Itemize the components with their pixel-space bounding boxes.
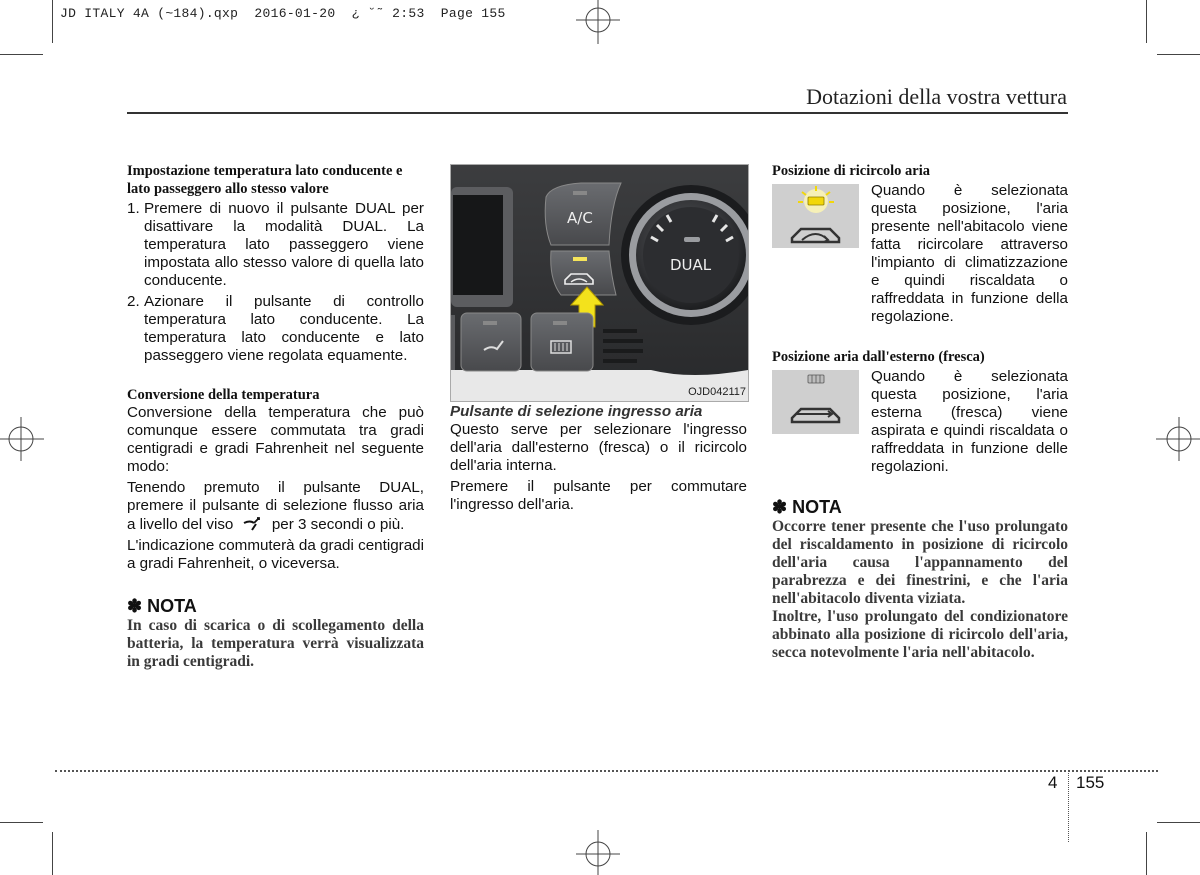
heading-temperature-conversion: Conversione della temperatura: [127, 387, 320, 403]
heading-recirculation: Posizione di ricircolo aria: [772, 163, 930, 179]
column-middle: [450, 403, 747, 514]
crop-mark: [1146, 0, 1147, 43]
ac-label: A/C: [567, 209, 593, 227]
image-code: OJD042117: [688, 386, 746, 398]
crop-mark: [52, 0, 53, 43]
chapter-number: 4: [1048, 773, 1058, 792]
crop-mark: [0, 822, 43, 823]
crop-mark: [0, 54, 43, 55]
conversion-instructions: [127, 479, 424, 534]
footer-rule: [55, 770, 1158, 772]
registration-mark-right: [1154, 415, 1200, 465]
crop-mark: [1146, 832, 1147, 875]
image-caption: Pulsante di selezione ingresso aria: [450, 403, 703, 420]
steps-list: [127, 200, 424, 365]
note-paragraph: Inoltre, l'uso prolungato del condizionatore abbinato alla posizione di ricircolo dell'aria, secca notevolmente l'aria nell'abitacolo.: [772, 608, 1068, 661]
recirculation-text: Quando è selezionata questa posizione, l'aria presente nell'abitacolo viene fatta ricircolare attraverso l'impianto di climatizzazione e quindi riscaldata o raffreddata in funzione della regolazione.: [871, 182, 1068, 325]
note-title: ✽ NOTA: [127, 596, 197, 616]
footer-divider: [1068, 770, 1070, 842]
recirculation-icon-box: [772, 184, 859, 248]
header-rule: [127, 112, 1068, 114]
fresh-air-text: Quando è selezionata questa posizione, l'aria esterna (fresca) viene aspirata e quindi riscaldata o raffreddata in funzione delle regolazioni.: [871, 368, 1068, 475]
crop-mark: [1157, 54, 1200, 55]
file-info: JD ITALY 4A (~184).qxp 2016-01-20 ¿ ˘˜ 2:53 Page 155: [60, 6, 506, 21]
conversion-paragraph: Conversione della temperatura che può comunque essere commutata tra gradi centigradi e gradi Fahrenheit nel seguente modo:: [127, 404, 424, 475]
heading-same-temperature: Impostazione temperatura lato conducente e lato passeggero allo stesso valore: [127, 163, 403, 197]
note-paragraph: Occorre tener presente che l'uso prolungato del riscaldamento in posizione di ricircolo dell'aria causa l'appannamento del parabrezza e dei finestrini, e che l'aria nell'abitacolo diventa viziata.: [772, 518, 1068, 607]
recirculation-icon: [772, 184, 859, 248]
dual-label: DUAL: [670, 256, 712, 274]
crop-mark: [52, 832, 53, 875]
climate-panel-illustration: [451, 165, 748, 401]
note-section: [772, 496, 1068, 662]
section-title: Dotazioni della vostra vettura: [806, 84, 1067, 109]
heading-fresh-air: Posizione aria dall'esterno (fresca): [772, 349, 985, 365]
instructions-text: Tenendo premuto il pulsante DUAL, premere il pulsante di selezione flusso aria a livello del viso: [127, 479, 424, 533]
air-intake-instruction: Premere il pulsante per commutare l'ingresso dell'aria.: [450, 478, 747, 513]
crop-mark: [1157, 822, 1200, 823]
climate-panel-image: [450, 164, 749, 402]
step-text: Premere di nuovo il pulsante DUAL per disattivare la modalità DUAL. La temperatura lato passeggero viene impostata allo stesso valore di quella lato conducente.: [144, 200, 424, 289]
list-item: [127, 200, 424, 290]
column-left: [127, 162, 424, 671]
note-title: ✽ NOTA: [772, 497, 842, 517]
page-number: 155: [1076, 773, 1105, 792]
registration-mark-top: [570, 0, 630, 44]
list-item: [127, 293, 424, 365]
air-intake-description: Questo serve per selezionare l'ingresso dell'aria dall'esterno (fresca) o il ricircolo dell'aria interna.: [450, 421, 747, 474]
conversion-result: L'indicazione commuterà da gradi centigradi a gradi Fahrenheit, o viceversa.: [127, 537, 424, 572]
instructions-text-end: per 3 secondi o più.: [271, 516, 405, 533]
registration-mark-left: [0, 415, 46, 465]
step-text: Azionare il pulsante di controllo temperatura lato conducente. La temperatura lato conducente e lato passeggero viene regolata equamente.: [144, 293, 424, 364]
note-text: In caso di scarica o di scollegamento della batteria, la temperatura verrà visualizzata in gradi centigradi.: [127, 617, 424, 670]
registration-mark-bottom: [570, 830, 630, 875]
step-number: 2.: [127, 293, 140, 310]
fresh-air-icon-box: [772, 370, 859, 434]
face-airflow-icon: [242, 515, 264, 531]
fresh-air-icon: [772, 370, 859, 434]
step-number: 1.: [127, 200, 140, 217]
